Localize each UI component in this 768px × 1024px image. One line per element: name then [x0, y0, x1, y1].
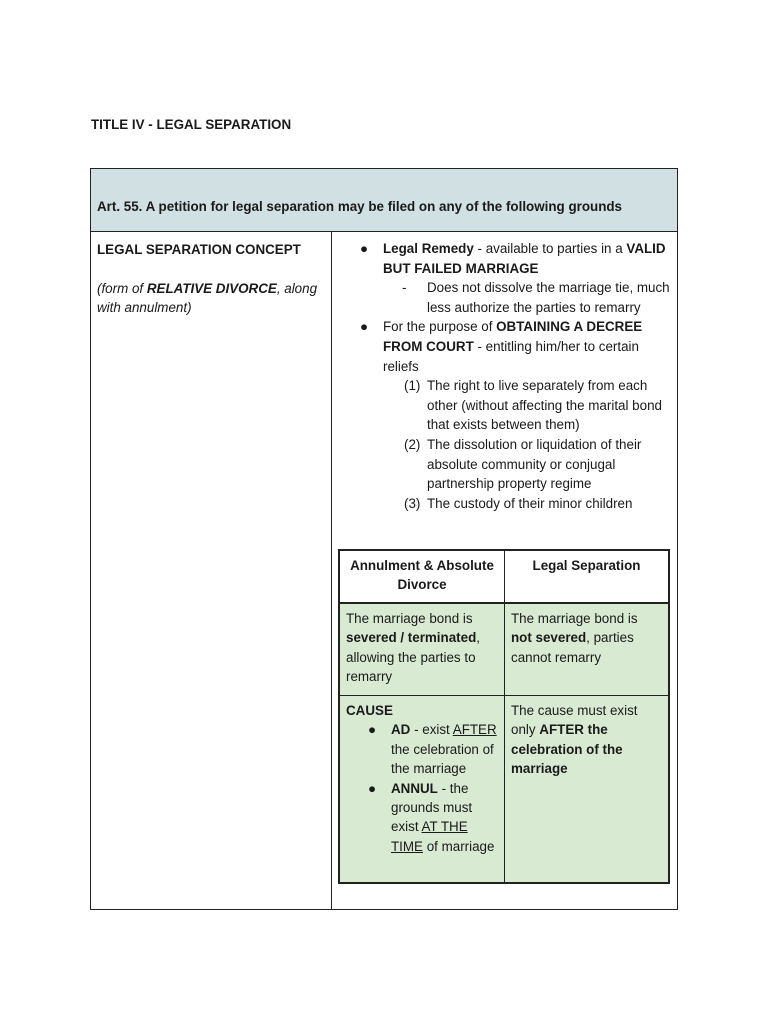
right-column [332, 232, 677, 909]
cause-item-ad: ● AD - exist AFTER the celebration of the marriage [368, 722, 497, 777]
article-table [90, 168, 678, 910]
sub-item-dissolve: - Does not dissolve the marriage tie, much less authorize the parties to remarry [402, 280, 670, 315]
table-header-text: Art. 55. A petition for legal separation may be filed on any of the following grounds [97, 199, 623, 214]
comparison-table [338, 549, 670, 884]
cause-label: CAUSE [346, 703, 393, 718]
comparison-cell-bond-annulment: The marriage bond is severed / terminated, allowing the parties to remarry [340, 604, 505, 696]
comparison-cell-cause-annulment [340, 696, 505, 882]
dash-icon: - [402, 280, 407, 296]
concept-note: (form of RELATIVE DIVORCE, along with annulment) [97, 280, 318, 316]
comparison-cell-bond-separation: The marriage bond is not severed, parties cannot remarry [505, 604, 668, 696]
bullet-icon: ● [360, 241, 369, 256]
relief-item: (3) The custody of their minor children [404, 495, 633, 511]
left-column [91, 232, 332, 909]
comparison-header-legal-separation: Legal Separation [505, 551, 668, 604]
comparison-cell-cause-separation: The cause must exist only AFTER the celebration of the marriage [505, 696, 668, 882]
bullet-legal-remedy: ● Legal Remedy - available to parties in a VALID BUT FAILED MARRIAGE [360, 241, 666, 276]
cause-item-annul: ● ANNUL - the grounds must exist AT THE TIME of marriage [368, 780, 495, 854]
bullet-icon: ● [368, 780, 377, 796]
bullet-decree: ● For the purpose of OBTAINING A DECREE FROM COURT - entitling him/her to certain reliefs [360, 319, 643, 374]
relief-item: (2) The dissolution or liquidation of their absolute community or conjugal partnership property regime [404, 436, 642, 492]
document-title: TITLE IV - LEGAL SEPARATION [91, 117, 292, 132]
comparison-header-annulment: Annulment & Absolute Divorce [340, 551, 505, 604]
bullet-icon: ● [360, 319, 369, 335]
table-header [91, 169, 677, 232]
bullet-icon: ● [368, 722, 377, 738]
relief-item: (1) The right to live separately from each other (without affecting the marital bond that exists between them) [404, 378, 662, 433]
concept-heading: LEGAL SEPARATION CONCEPT [97, 242, 301, 257]
